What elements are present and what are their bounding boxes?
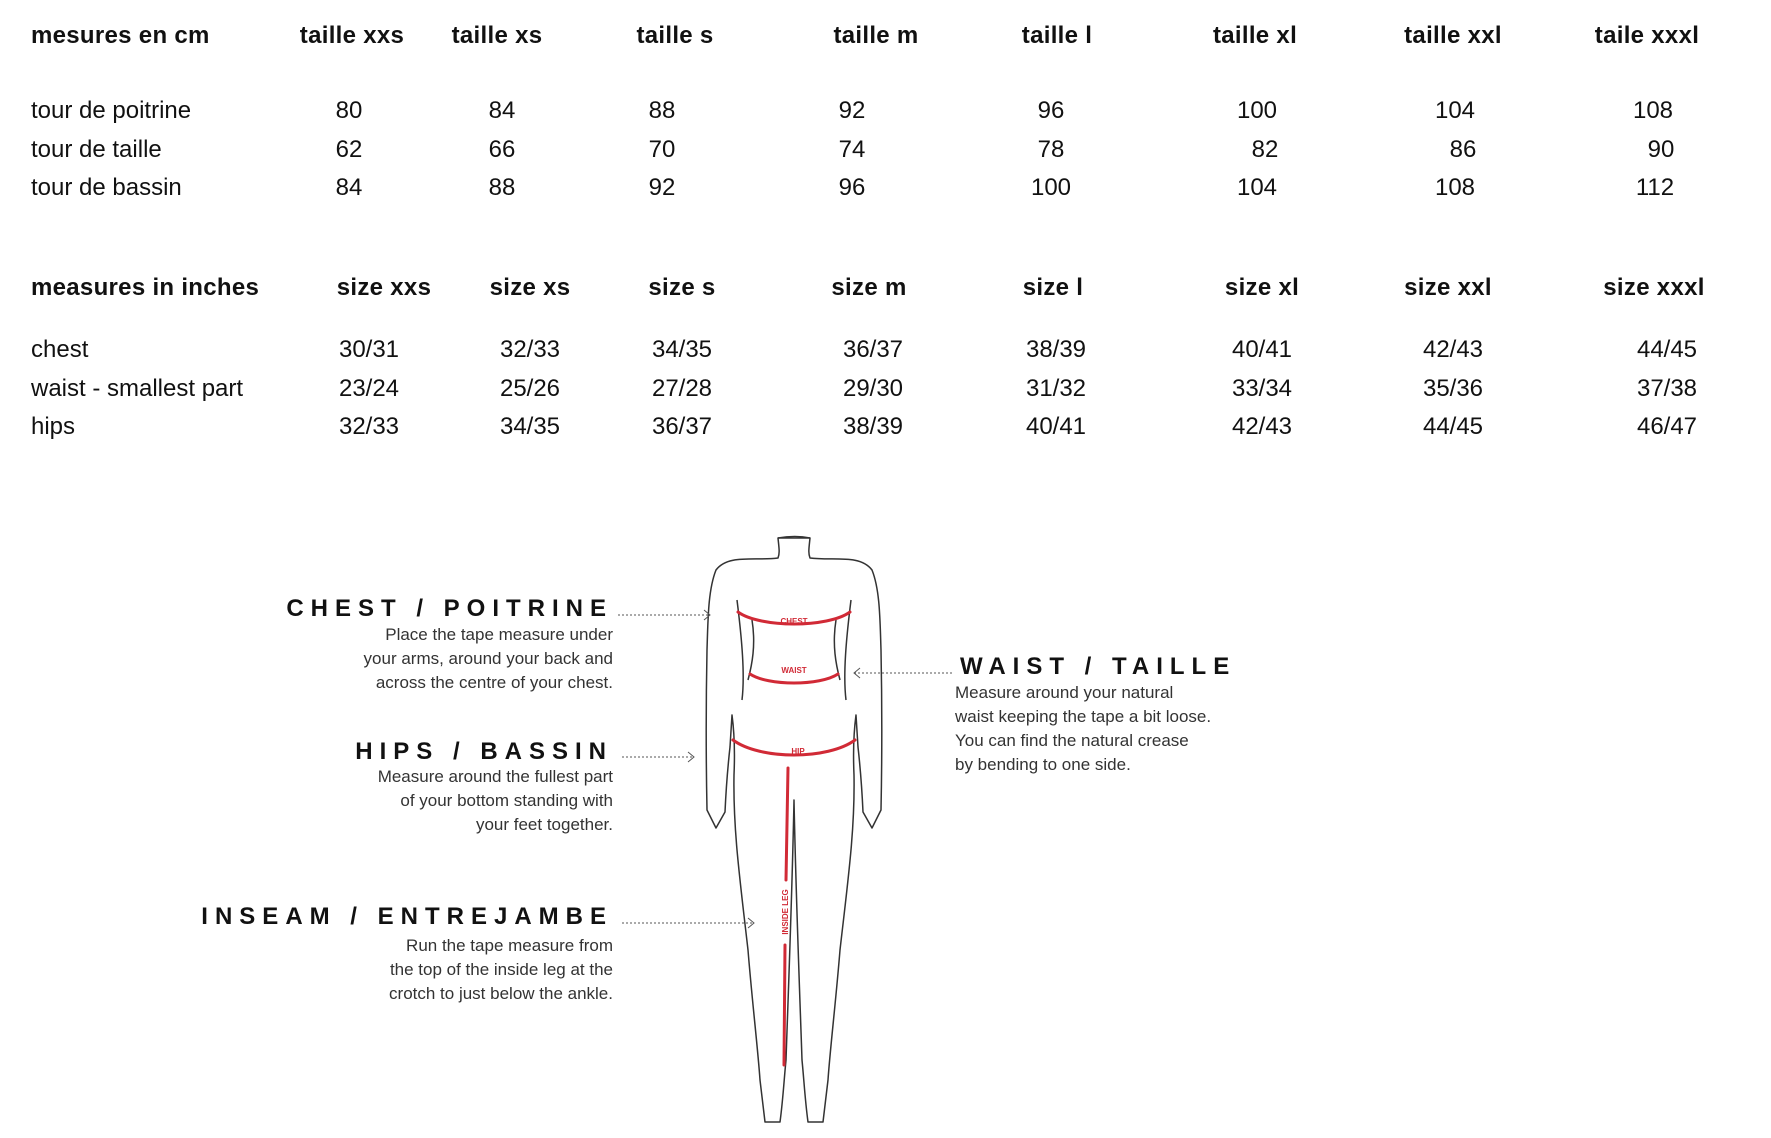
cm-cell: 96 bbox=[1037, 97, 1065, 124]
inch-cell: 44/45 bbox=[1636, 336, 1698, 363]
cm-cell: 104 bbox=[1434, 97, 1476, 124]
cm-cell: 88 bbox=[488, 174, 516, 201]
inch-cell: 42/43 bbox=[1231, 413, 1293, 440]
inch-cell: 25/26 bbox=[499, 375, 561, 402]
cm-cell: 112 bbox=[1635, 174, 1675, 201]
cm-row-label: tour de taille bbox=[31, 136, 162, 163]
cm-header-xs: taille xs bbox=[451, 22, 543, 49]
cm-cell: 88 bbox=[648, 97, 676, 124]
cm-header-label: mesures en cm bbox=[31, 22, 210, 49]
cm-cell: 66 bbox=[488, 136, 516, 163]
chest-guide-text: Place the tape measure under your arms, around your back and across the centre of your chest. bbox=[363, 625, 613, 692]
inch-cell: 40/41 bbox=[1231, 336, 1293, 363]
hips-guide-title: HIPS / BASSIN bbox=[355, 738, 613, 765]
inch-cell: 44/45 bbox=[1422, 413, 1484, 440]
cm-cell: 86 bbox=[1449, 136, 1477, 163]
cm-cell: 82 bbox=[1251, 136, 1279, 163]
inch-cell: 38/39 bbox=[1025, 336, 1087, 363]
cm-cell: 70 bbox=[648, 136, 676, 163]
inseam-tape-upper bbox=[786, 768, 788, 880]
cm-cell: 90 bbox=[1647, 136, 1675, 163]
cm-header-l: taille l bbox=[1021, 22, 1093, 49]
inch-header-xxl: size xxl bbox=[1404, 274, 1492, 301]
inch-cell: 42/43 bbox=[1422, 336, 1484, 363]
inch-cell: 32/33 bbox=[499, 336, 561, 363]
cm-cell: 92 bbox=[838, 97, 866, 124]
inch-header-m: size m bbox=[831, 274, 907, 301]
cm-cell: 108 bbox=[1434, 174, 1476, 201]
cm-cell: 78 bbox=[1037, 136, 1065, 163]
inch-header-l: size l bbox=[1022, 274, 1084, 301]
inch-cell: 30/31 bbox=[338, 336, 400, 363]
inside-leg-tape-label: INSIDE LEG bbox=[781, 889, 790, 935]
waist-tape bbox=[750, 674, 838, 683]
cm-row-label: tour de bassin bbox=[31, 174, 182, 201]
inch-cell: 35/36 bbox=[1422, 375, 1484, 402]
waist-tape-label: WAIST bbox=[781, 666, 807, 675]
cm-cell: 92 bbox=[648, 174, 676, 201]
inseam-guide-text: Run the tape measure from the top of the inside leg at the crotch to just below the ankle. bbox=[389, 936, 613, 1003]
cm-cell: 84 bbox=[335, 174, 363, 201]
cm-cell: 74 bbox=[838, 136, 866, 163]
inch-cell: 32/33 bbox=[338, 413, 400, 440]
hip-tape-label: HIP bbox=[791, 747, 805, 756]
cm-header-xxs: taille xxs bbox=[299, 22, 405, 49]
tape-lines bbox=[733, 612, 855, 1065]
cm-cell: 80 bbox=[335, 97, 363, 124]
cm-cell: 100 bbox=[1030, 174, 1072, 201]
inch-header-xl: size xl bbox=[1224, 274, 1300, 301]
inch-cell: 36/37 bbox=[842, 336, 904, 363]
inseam-tape-lower bbox=[784, 945, 785, 1065]
cm-header-xl: taille xl bbox=[1212, 22, 1298, 49]
inch-row-label: waist - smallest part bbox=[31, 375, 244, 402]
cm-cell: 84 bbox=[488, 97, 516, 124]
cm-header-m: taille m bbox=[833, 22, 919, 49]
waist-guide-text: Measure around your natural waist keeping the tape a bit loose. You can find the natural crease by bending to one side. bbox=[955, 683, 1212, 774]
inch-cell: 46/47 bbox=[1636, 413, 1698, 440]
cm-cell: 104 bbox=[1236, 174, 1278, 201]
inch-cell: 34/35 bbox=[651, 336, 713, 363]
inch-header-xs: size xs bbox=[489, 274, 571, 301]
hips-guide-text: Measure around the fullest part of your bottom standing with your feet together. bbox=[377, 767, 613, 834]
inch-header-xxxl: size xxxl bbox=[1603, 274, 1705, 301]
inch-row-label: hips bbox=[31, 413, 76, 440]
cm-cell: 100 bbox=[1236, 97, 1278, 124]
cm-cell: 96 bbox=[838, 174, 866, 201]
inch-cell: 29/30 bbox=[842, 375, 904, 402]
cm-cell: 62 bbox=[335, 136, 363, 163]
tape-labels bbox=[780, 617, 807, 935]
cm-header-s: taille s bbox=[636, 22, 714, 49]
waist-guide-title: WAIST / TAILLE bbox=[960, 653, 1237, 680]
cm-cell: 108 bbox=[1632, 97, 1674, 124]
inch-cell: 23/24 bbox=[338, 375, 400, 402]
chest-guide-title: CHEST / POITRINE bbox=[286, 595, 613, 622]
inch-cell: 34/35 bbox=[499, 413, 561, 440]
inch-cell: 27/28 bbox=[651, 375, 713, 402]
inch-cell: 38/39 bbox=[842, 413, 904, 440]
inseam-guide-title: INSEAM / ENTREJAMBE bbox=[201, 903, 613, 930]
inch-cell: 37/38 bbox=[1636, 375, 1698, 402]
inch-header-s: size s bbox=[648, 274, 716, 301]
inch-header-xxs: size xxs bbox=[336, 274, 432, 301]
inch-cell: 40/41 bbox=[1025, 413, 1087, 440]
inch-cell: 36/37 bbox=[651, 413, 713, 440]
inch-header-label: measures in inches bbox=[31, 274, 260, 301]
cm-row-label: tour de poitrine bbox=[31, 97, 192, 124]
inch-cell: 31/32 bbox=[1025, 375, 1087, 402]
cm-header-xxl: taille xxl bbox=[1404, 22, 1502, 49]
inch-cell: 33/34 bbox=[1231, 375, 1293, 402]
chest-tape-label: CHEST bbox=[780, 617, 808, 626]
inch-row-label: chest bbox=[31, 336, 89, 363]
cm-header-xxxl: taile xxxl bbox=[1594, 22, 1700, 49]
